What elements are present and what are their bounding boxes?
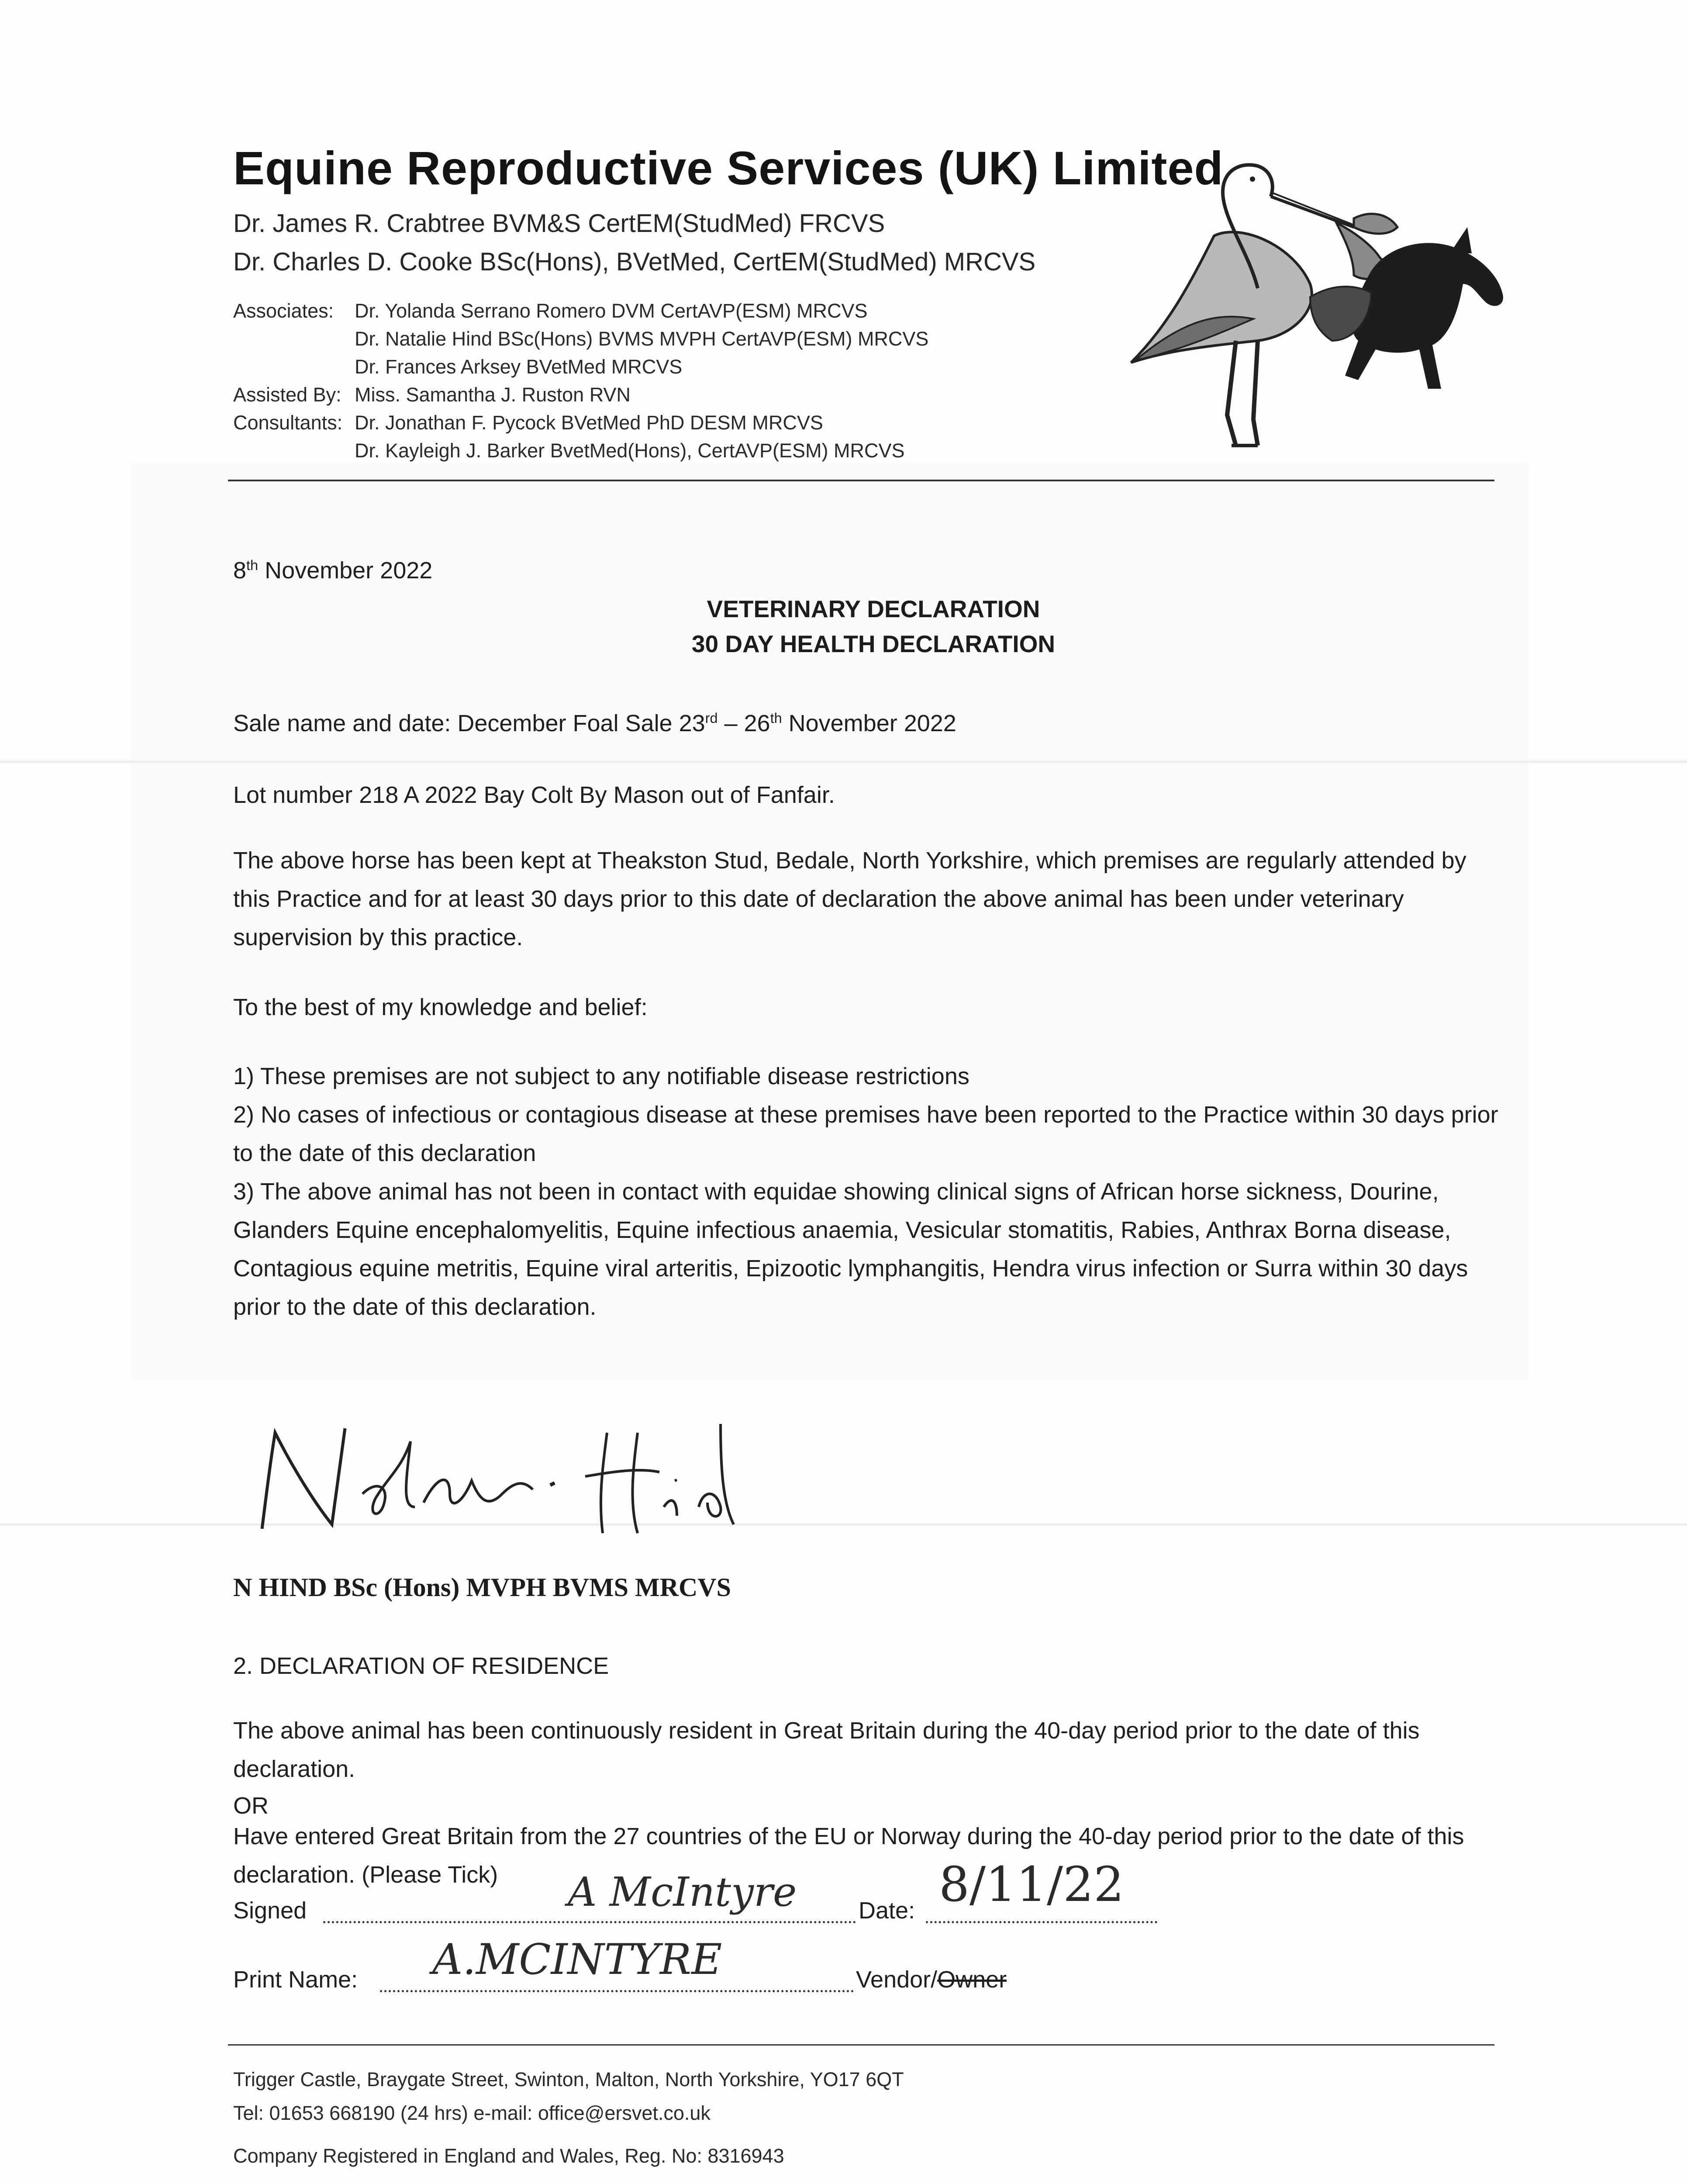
owner-struck: Owner xyxy=(937,1966,1007,1993)
date-dotted-line xyxy=(926,1921,1157,1923)
company-name: Equine Reproductive Services (UK) Limited xyxy=(233,142,1224,194)
print-name-dotted-line xyxy=(380,1990,854,1992)
consultant-1: Dr. Jonathan F. Pycock BVetMed PhD DESM MRCVS xyxy=(355,411,823,434)
print-name-label: Print Name: xyxy=(233,1966,358,1993)
belief-statement: To the best of my knowledge and belief: xyxy=(233,994,648,1020)
vet-printed-name: N HIND BSc (Hons) MVPH BVMS MRCVS xyxy=(233,1573,731,1602)
sale-sup1: rd xyxy=(705,710,718,726)
doctor-1: Dr. James R. Crabtree BVM&S CertEM(StudMed) FRCVS xyxy=(233,209,885,238)
consultants-label: Consultants: xyxy=(233,411,343,434)
footer-divider xyxy=(228,2044,1494,2046)
title-veterinary-declaration: VETERINARY DECLARATION xyxy=(707,595,1040,622)
point-3: 3) The above animal has not been in contact with equidae showing clinical signs of African horse sickness, Dourine, Glanders Equine encephalomyelitis, Equine infectious anaemia, Vesicular stomatitis, Rabies, Anthrax Borna disease, Contagious equine metritis, Equine viral arteritis, Epizootic lymphangitis, Hendra virus infection or Surra within 30 days prior to the date of this declaration. xyxy=(233,1178,1468,1320)
date-suffix: th xyxy=(246,557,259,573)
associate-2: Dr. Natalie Hind BSc(Hons) BVMS MVPH CertAVP(ESM) MRCVS xyxy=(355,328,929,350)
header-divider xyxy=(228,480,1494,481)
vendor-label: Vendor/ xyxy=(856,1966,938,1993)
stork-foal-logo xyxy=(1127,144,1511,450)
print-name-value: A.MCINTYRE xyxy=(432,1935,722,1984)
assisted-by: Miss. Samantha J. Ruston RVN xyxy=(355,384,631,406)
lot-number: Lot number 218 A 2022 Bay Colt By Mason out of Fanfair. xyxy=(233,782,835,808)
date-month-year: November 2022 xyxy=(258,557,433,584)
assisted-label: Assisted By: xyxy=(233,384,342,406)
associate-3: Dr. Frances Arksey BVetMed MRCVS xyxy=(355,356,683,378)
sale-suffix: November 2022 xyxy=(782,710,956,736)
residence-heading: 2. DECLARATION OF RESIDENCE xyxy=(233,1653,609,1679)
premises-paragraph: The above horse has been kept at Theakston Stud, Bedale, North Yorkshire, which premises are regularly attended by this Practice and for at least 30 days prior to this date of declaration the above animal has been under veterinary supervision by this practice. xyxy=(233,847,1466,950)
footer-address: Trigger Castle, Braygate Street, Swinton, Malton, North Yorkshire, YO17 6QT xyxy=(233,2068,904,2091)
associate-1: Dr. Yolanda Serrano Romero DVM CertAVP(ESM) MRCVS xyxy=(355,300,868,322)
signed-value: A McIntyre xyxy=(568,1869,797,1915)
consultant-2: Dr. Kayleigh J. Barker BvetMed(Hons), CertAVP(ESM) MRCVS xyxy=(355,439,905,462)
letter-date xyxy=(233,546,432,590)
residence-option-2: Have entered Great Britain from the 27 countries of the EU or Norway during the 40-day period prior to the date of this declaration. (Please Tick) xyxy=(233,1823,1464,1888)
footer-registration: Company Registered in England and Wales, Reg. No: 8316943 xyxy=(233,2145,784,2167)
signed-label: Signed xyxy=(233,1897,307,1924)
point-1: 1) These premises are not subject to any notifiable disease restrictions xyxy=(233,1063,969,1089)
associates-label: Associates: xyxy=(233,300,334,322)
residence-option-1: The above animal has been continuously resident in Great Britain during the 40-day period prior to the date of this declaration. xyxy=(233,1717,1420,1782)
date-day: 8 xyxy=(233,557,247,584)
sale-prefix: Sale name and date: December Foal Sale 23 xyxy=(233,710,705,736)
doctor-2: Dr. Charles D. Cooke BSc(Hons), BVetMed, CertEM(StudMed) MRCVS xyxy=(233,248,1036,276)
footer-contact: Tel: 01653 668190 (24 hrs) e-mail: office@ersvet.co.uk xyxy=(233,2102,711,2124)
signed-dotted-line xyxy=(323,1921,856,1923)
vet-signature-drawing xyxy=(245,1406,812,1538)
title-30-day-health: 30 DAY HEALTH DECLARATION xyxy=(691,630,1056,657)
point-2: 2) No cases of infectious or contagious disease at these premises have been reported to the Practice within 30 days prior to the date of this declaration xyxy=(233,1102,1498,1166)
sale-sup2: th xyxy=(770,710,782,726)
sale-name-and-date xyxy=(233,699,956,743)
residence-or: OR xyxy=(233,1793,269,1819)
date-label: Date: xyxy=(859,1897,915,1924)
vet-signature xyxy=(245,1406,812,1540)
sale-middle: – 26 xyxy=(718,710,770,736)
vendor-owner xyxy=(856,1960,1007,1999)
date-value: 8/11/22 xyxy=(939,1856,1125,1912)
